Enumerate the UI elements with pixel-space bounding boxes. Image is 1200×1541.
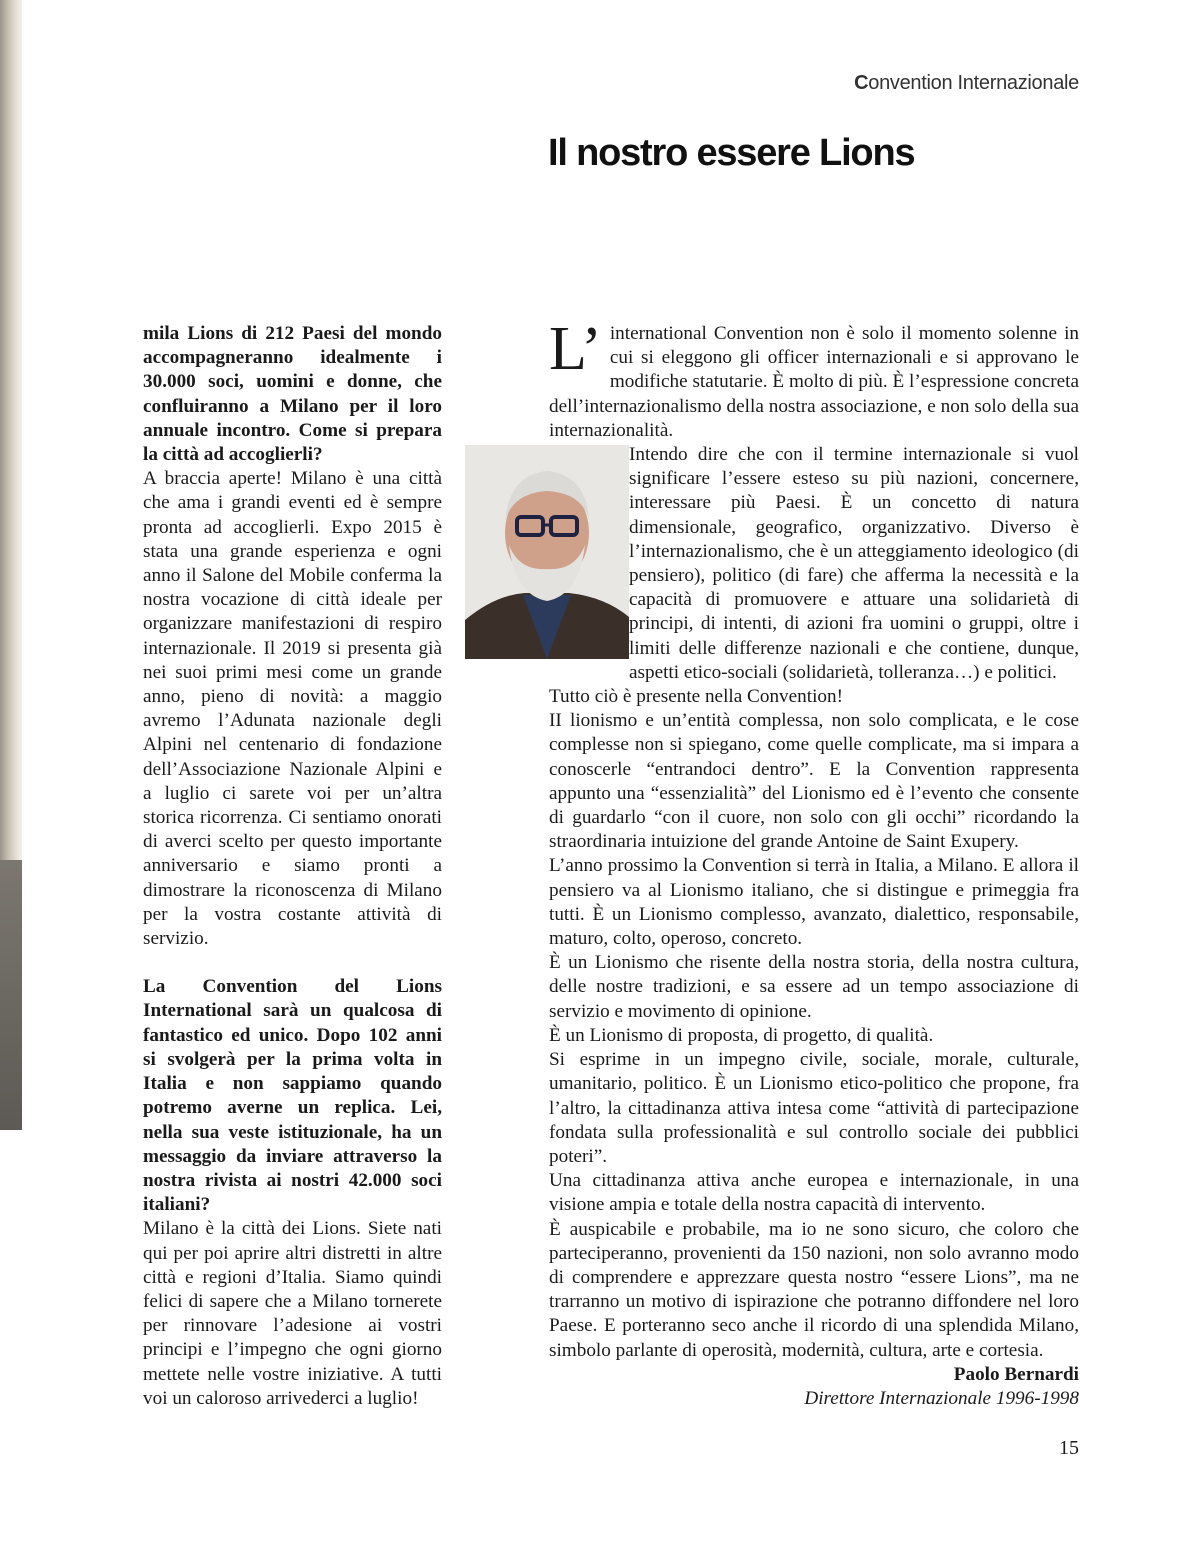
- interview-column: [143, 322, 442, 1411]
- portrait-image: [465, 445, 629, 659]
- section-label-text: onvention Internazionale: [868, 72, 1079, 94]
- article-paragraph-1: international Convention non è solo il momento solenne in cui si eleggono gli officer internazionali e si approvano le modifiche statutarie. È molto di più. È l’espressione concreta dell’internazionalismo della nostra associazione, e non solo della sua internazionalità.: [549, 323, 1079, 441]
- interview-question-2: La Convention del Lions International sarà un qualcosa di fantastico ed unico. Dopo 102 anni si svolgerà per la prima volta in Italia e non sappiamo quando potremo averne un replica. Lei, nella sua veste istituzionale, ha un messaggio da inviare attraverso la nostra rivista ai nostri 42.000 soci italiani?: [143, 976, 442, 1216]
- author-role: Direttore Internazionale 1996-1998: [804, 1387, 1079, 1409]
- drop-cap: L’: [549, 315, 602, 383]
- left-edge-photo: [0, 0, 22, 1130]
- article-paragraph-2: Intendo dire che con il termine internazionale si vuol significare l’essere esteso su più nazioni, concernere, interessare più Paesi. È un concetto di natura dimensionale, geografico, organizzativo. Diverso è l’internazionalismo, che è un atteggiamento ideologico (di pensiero), politico (di fare) che afferma la necessità e la capacità di promuovere e attuare una solidarietà di principi, di intenti, di azioni fra uomini o gruppi, oltre i limiti delle differenze nazionali e che contiene, dunque, aspetti etico-sociali (solidarietà, tolleranza…) e politici.: [629, 444, 1079, 683]
- page-number: 15: [1059, 1437, 1079, 1459]
- article-paragraph-10: È auspicabile e probabile, ma io ne sono sicuro, che coloro che parteciperanno, provenienti da 150 nazioni, non solo avranno modo di comprendere e apprezzare questa nostro “essere Lions”, ma ne trarranno un motivo di ispirazione che potranno diffondere nel loro Paese. E porteranno seco anche il ricordo di una splendida Milano, simbolo parlante di operosità, modernità, cultura, arte e cortesia.: [549, 1218, 1079, 1361]
- article-column: [549, 315, 1079, 1411]
- article-body-with-photo: [549, 443, 1079, 854]
- article-paragraph-8: Si esprime in un impegno civile, sociale, morale, culturale, umanitario, politico. È un Lionismo etico-politico che propone, fra l’altro, la cittadinanza attiva intesa come “attività di partecipazione fondata sulla professionalità e sul controllo sociale dei pubblici poteri”.: [549, 1049, 1079, 1167]
- article-paragraph-7: È un Lionismo di proposta, di progetto, di qualità.: [549, 1024, 934, 1046]
- article-paragraph-6: È un Lionismo che risente della nostra storia, della nostra cultura, delle nostre tradizioni, e sa essere ad un tempo associazione di servizio e movimento di opinione.: [549, 952, 1079, 1022]
- paragraph-gap: [143, 951, 442, 975]
- author-name: Paolo Bernardi: [953, 1363, 1079, 1385]
- article-title: Il nostro essere Lions: [548, 132, 915, 174]
- section-label-initial: C: [854, 72, 869, 94]
- section-label: [854, 72, 1079, 95]
- interview-question-1: mila Lions di 212 Paesi del mondo accompagneranno idealmente i 30.000 soci, uomini e donne, che confluiranno a Milano per il loro annuale incontro. Come si prepara la città ad accoglierli?: [143, 323, 442, 466]
- article-paragraph-9: Una cittadinanza attiva anche europea e internazionale, in una visione ampia e totale della nostra capacità di intervento.: [549, 1170, 1079, 1216]
- interview-answer-2: Milano è la città dei Lions. Siete nati qui per poi aprire altri distretti in altre città e regioni d’Italia. Siamo quindi felici di sapere che a Milano tornerete per rinnovare l’adesione ai vostri principi e l’impegno che ogni giorno mettete nelle vostre iniziative. A tutti voi un caloroso arrivederci a luglio!: [143, 1218, 442, 1409]
- article-paragraph-5: L’anno prossimo la Convention si terrà in Italia, a Milano. E allora il pensiero va al Lionismo italiano, che si distingue e primeggia fra tutti. È un Lionismo complesso, avanzato, dialettico, responsabile, maturo, colto, operoso, concreto.: [549, 855, 1079, 950]
- author-portrait: [465, 445, 629, 659]
- article-paragraph-3: Tutto ciò è presente nella Convention!: [549, 686, 843, 708]
- article-paragraph-4: II lionismo e un’entità complessa, non solo complicata, e le cose complesse non si spiegano, come quelle complicate, ma si impara a conoscerle “entrandoci dentro”. E la Convention rappresenta appunto una “essenzialità” del Lionismo ed è l’evento che consente di guardarlo “con il cuore, non solo con gli occhi” ricordando la straordinaria intuizione del grande Antoine de Saint Exupery.: [549, 710, 1079, 853]
- interview-answer-1: A braccia aperte! Milano è una città che ama i grandi eventi ed è sempre pronta ad accoglierli. Expo 2015 è stata una grande esperienza e ogni anno il Salone del Mobile conferma la nostra vocazione di città ideale per organizzare manifestazioni di respiro internazionale. Il 2019 si presenta già nei suoi primi mesi come un grande anno, pieno di novità: a maggio avremo l’Adunata nazionale degli Alpini nel centenario di fondazione dell’Associazione Nazionale Alpini e a luglio ci sarete voi per un’altra storica ricorrenza. Ci sentiamo onorati di averci scelto per questo importante anniversario e siamo pronti a dimostrare la riconoscenza di Milano per la vostra costante attività di servizio.: [143, 468, 442, 950]
